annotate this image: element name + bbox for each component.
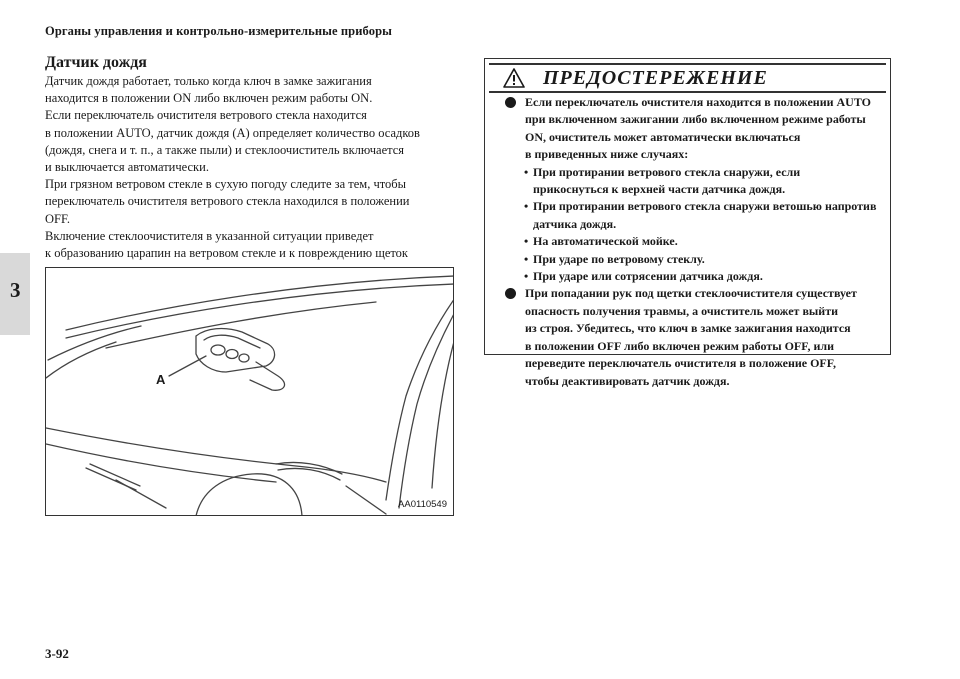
warning-subitem	[485, 164, 890, 199]
section-title: Датчик дождя	[45, 54, 147, 71]
figure-code: AA0110549	[398, 499, 447, 510]
bullet-mark: •	[524, 164, 529, 179]
text-line: и выключается автоматически.	[45, 160, 209, 175]
bullet-mark: •	[524, 199, 529, 214]
text-line: Включение стеклоочистителя в указанной ситуации приведет	[45, 228, 374, 243]
chapter-number: 3	[10, 278, 21, 302]
text-line: При попадании рук под щетки стеклоочистителя существует	[525, 286, 857, 301]
bullet-mark: •	[524, 269, 529, 284]
text-line: Если переключатель очистителя находится в положении AUTO	[525, 95, 871, 109]
bullet-mark: •	[524, 234, 529, 249]
page-number: 3-92	[45, 646, 69, 661]
warning-title: ПРЕДОСТЕРЕЖЕНИЕ	[543, 67, 768, 89]
text-line: из строя. Убедитесь, что ключ в замке зажигания находится	[525, 321, 851, 336]
text-line: При протирании ветрового стекла снаружи ветошью напротив	[533, 199, 877, 214]
bullet-mark: •	[524, 251, 529, 266]
text-line: ON, очиститель может автоматически включаться	[525, 129, 801, 144]
rain-sensor-figure	[45, 267, 454, 516]
text-line: к образованию царапин на ветровом стекле и к повреждению щеток	[45, 246, 409, 261]
warning-item	[485, 94, 890, 164]
text-line: При протирании ветрового стекла снаружи, если	[533, 164, 801, 179]
text-line: чтобы деактивировать датчик дождя.	[525, 373, 730, 388]
paragraph	[45, 73, 465, 107]
warning-body	[485, 94, 890, 390]
text-line: находится в положении ON либо включен режим работы ON.	[45, 91, 373, 106]
warning-box	[484, 58, 891, 388]
text-line: При ударе или сотрясении датчика дождя.	[533, 269, 763, 284]
body-text	[45, 73, 465, 279]
text-line: датчика дождя.	[533, 216, 617, 231]
text-line: опасность получения травмы, а очиститель может выйти	[525, 303, 839, 318]
warning-subitem	[485, 268, 890, 285]
text-line: в приведенных ниже случаях:	[525, 147, 689, 162]
windshield-illustration	[46, 268, 454, 516]
text-line: переведите переключатель очистителя в положение OFF,	[525, 356, 836, 371]
warning-triangle-icon	[503, 68, 525, 88]
text-line: в положении AUTO, датчик дождя (A) определяет количество осадков	[45, 125, 420, 140]
text-line: при включенном зажигании либо включенном режиме работы	[525, 112, 866, 127]
text-line: (дождя, снега и т. п., а также пыли) и стеклоочиститель включается	[45, 142, 405, 157]
running-header: Органы управления и контрольно-измерительные приборы	[45, 24, 392, 38]
warning-subitem	[485, 233, 890, 250]
text-line: Датчик дождя работает, только когда ключ в замке зажигания	[45, 74, 372, 88]
bullet-dot-icon	[505, 288, 516, 299]
text-line: прикоснуться к верхней части датчика дождя.	[533, 182, 786, 197]
text-line: переключатель очистителя ветрового стекла находился в положении	[45, 194, 410, 209]
warning-subitem	[485, 198, 890, 233]
paragraph	[45, 107, 465, 176]
bullet-dot-icon	[505, 97, 516, 108]
text-line: Если переключатель очистителя ветрового стекла находится	[45, 108, 367, 123]
text-line: На автоматической мойке.	[533, 234, 678, 249]
text-line: При грязном ветровом стекле в сухую погоду следите за тем, чтобы	[45, 177, 407, 192]
text-line: в положении OFF либо включен режим работы OFF, или	[525, 338, 835, 353]
warning-header	[489, 63, 886, 93]
warning-item	[485, 285, 890, 389]
paragraph	[45, 176, 465, 228]
text-line: OFF.	[45, 211, 71, 226]
text-line: При ударе по ветровому стеклу.	[533, 251, 705, 266]
figure-label-a: A	[156, 372, 166, 387]
warning-subitem	[485, 251, 890, 268]
